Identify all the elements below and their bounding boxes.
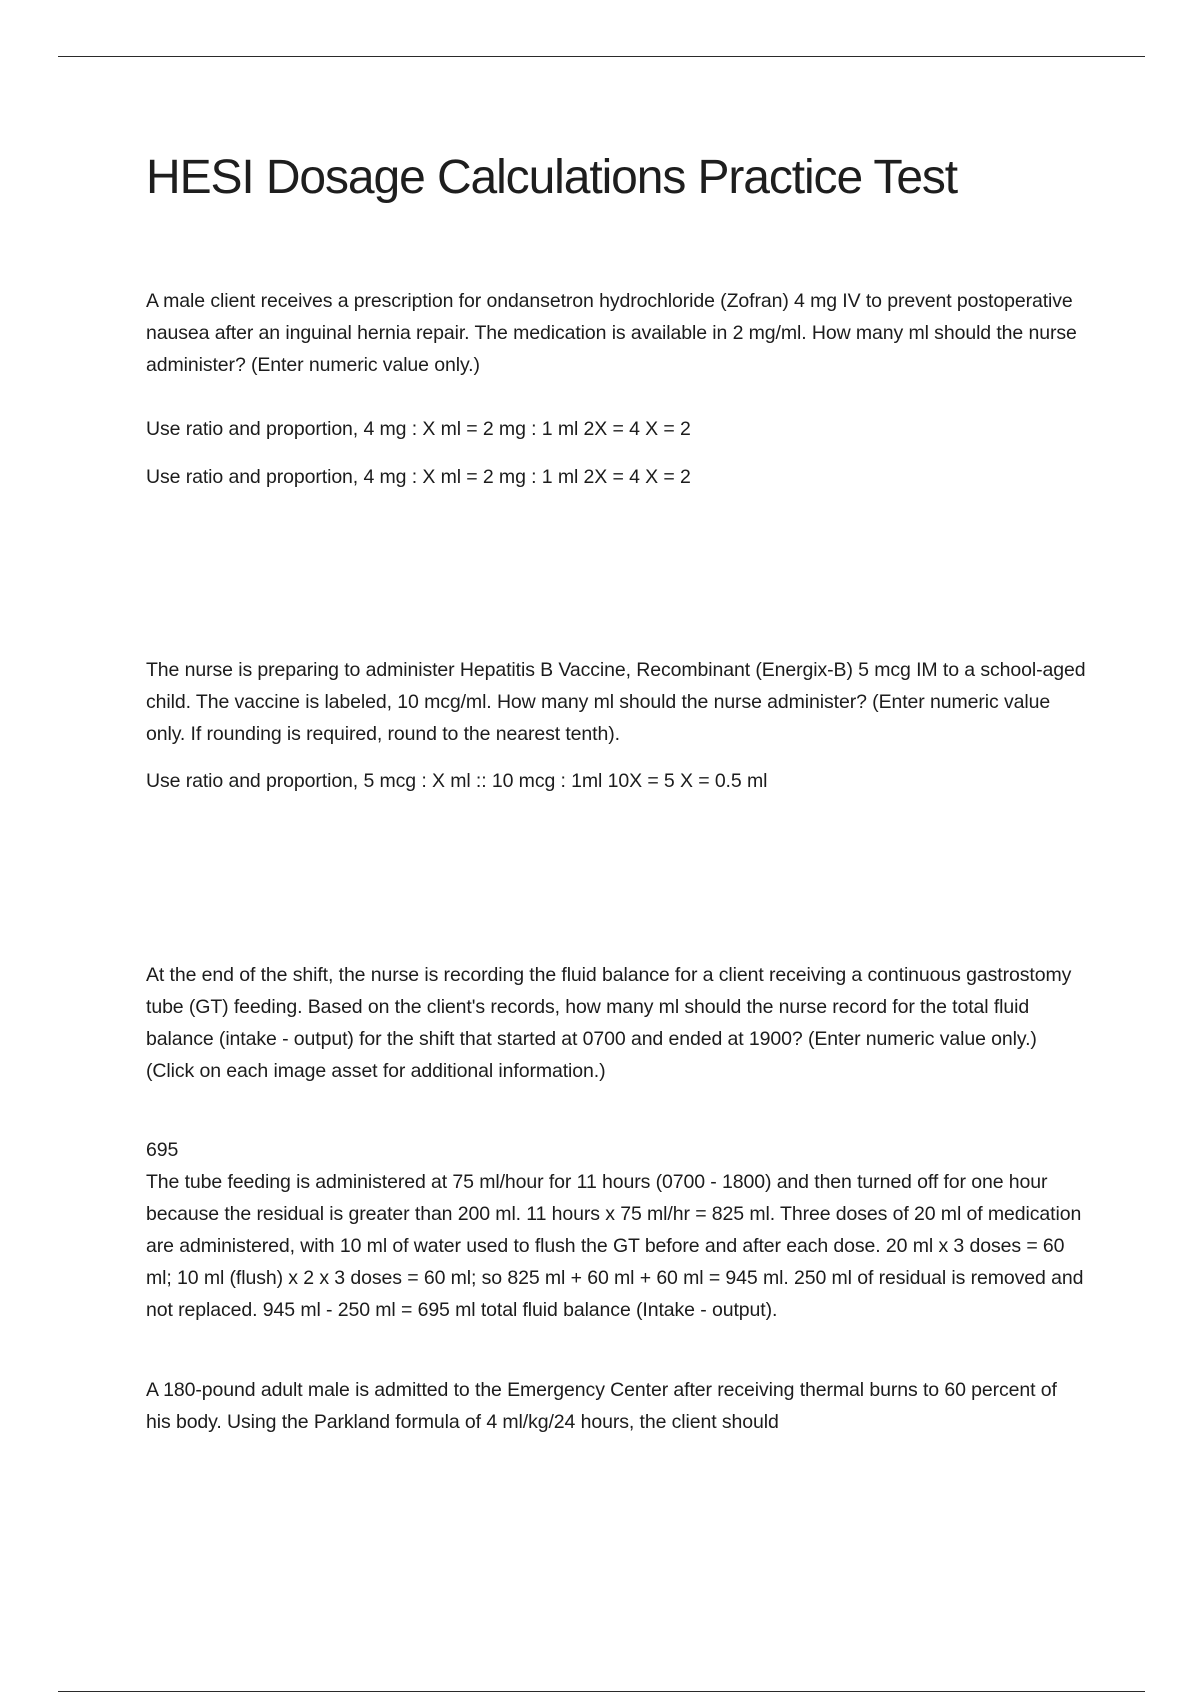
question-1-text: A male client receives a prescription for ondansetron hydrochloride (Zofran) 4 mg IV to prevent postoperative nausea after an inguinal hernia repair. The medication is available in 2 mg/ml. How many ml should the nurse administer? (Enter numeric value only.) xyxy=(146,290,1077,376)
page-title: HESI Dosage Calculations Practice Test xyxy=(146,151,958,204)
question-3-answer xyxy=(146,1134,1086,1326)
header-rule xyxy=(58,56,1145,57)
question-3-explanation: The tube feeding is administered at 75 ml/hour for 11 hours (0700 - 1800) and then turned off for one hour because the residual is greater than 200 ml. 11 hours x 75 ml/hr = 825 ml. Three doses of 20 ml of medication are administered, with 10 ml of water used to flush the GT before and after each dose. 20 ml x 3 doses = 60 ml; 10 ml (flush) x 2 x 3 doses = 60 ml; so 825 ml + 60 ml + 60 ml = 945 ml. 250 ml of residual is removed and not replaced. 945 ml - 250 ml = 695 ml total fluid balance (Intake - output). xyxy=(146,1171,1084,1321)
question-2-text: The nurse is preparing to administer Hepatitis B Vaccine, Recombinant (Energix-B) 5 mcg IM to a school-aged child. The vaccine is labeled, 10 mcg/ml. How many ml should the nurse administer? (Enter numeric value only. If rounding is required, round to the nearest tenth). xyxy=(146,659,1086,745)
question-3-text: At the end of the shift, the nurse is recording the fluid balance for a client receiving a continuous gastrostomy tube (GT) feeding. Based on the client's records, how many ml should the nurse record for the total fluid balance (intake - output) for the shift that started at 0700 and ended at 1900? (Enter numeric value only.) (Click on each image asset for additional information.) xyxy=(146,964,1072,1082)
question-3-answer-value: 695 xyxy=(146,1139,179,1161)
question-1-answer-2: Use ratio and proportion, 4 mg : X ml = 2 mg : 1 ml 2X = 4 X = 2 xyxy=(146,466,691,488)
footer-rule xyxy=(58,1691,1145,1692)
question-1-answer-1: Use ratio and proportion, 4 mg : X ml = 2 mg : 1 ml 2X = 4 X = 2 xyxy=(146,418,691,440)
question-4-text: A 180-pound adult male is admitted to the Emergency Center after receiving thermal burns to 60 percent of his body. Using the Parkland formula of 4 ml/kg/24 hours, the client should xyxy=(146,1379,1057,1433)
question-2-answer: Use ratio and proportion, 5 mcg : X ml :: 10 mcg : 1ml 10X = 5 X = 0.5 ml xyxy=(146,770,768,792)
